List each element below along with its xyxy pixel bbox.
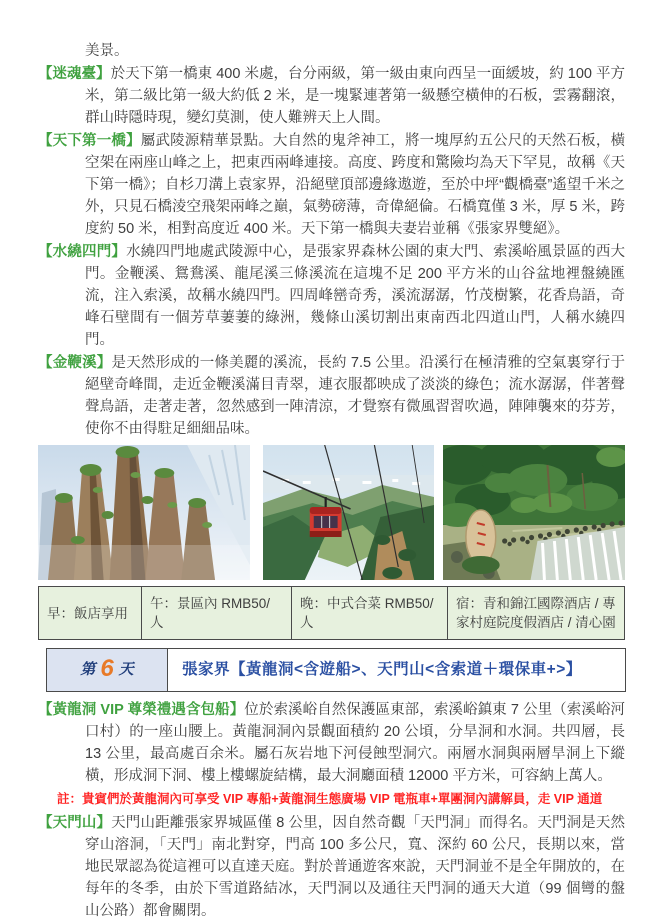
- section-shuirao-simen: [38, 241, 625, 351]
- section-label: 【迷魂臺】: [38, 66, 111, 82]
- section-first-bridge: [38, 130, 625, 240]
- intro-line: 美景。: [85, 43, 129, 59]
- section-text: 屬武陵源精華景點。大自然的鬼斧神工，將一塊厚約五公尺的天然石板，橫空架在兩座山峰之上，把東西兩峰連接。高度、跨度和驚險均為天下罕見，故稱《天下第一橋》；自杉刀溝上袁家界，沿絕壁頂部邊緣遨遊，至於中坪“觀橋臺”遙望千米之外，只見石橋淩空飛架兩峰之巔，氣勢磅薄，奇偉絕倫。石橋寬僅 3 米，厚 5 米，跨度約 50 米，相對高度近 400 米。天下第一橋與夫妻岩並稱《張家界雙絕》。: [85, 133, 626, 237]
- section-label: 【天門山】: [38, 815, 112, 831]
- day-number: 6: [100, 655, 114, 682]
- photo-stream-weir-waterfall: [443, 445, 625, 580]
- day-suffix: 天: [118, 661, 134, 678]
- day-title: 張家界【黃龍洞<含遊船>、天門山<含索道＋環保車+>】: [182, 661, 582, 678]
- meals-table: [38, 586, 625, 640]
- photo-tianmen-cable-car: [263, 445, 434, 580]
- meal-cell-breakfast: 早：飯店享用: [39, 587, 142, 639]
- section-label: 【天下第一橋】: [38, 133, 141, 149]
- section-text: 天門山距離張家界城區僅 8 公里，因自然奇觀「天門洞」而得名。天門洞是天然穿山溶洞，「天門」南北對穿，門高 100 多公尺，寬、深約 60 公尺，長期以來，當地民眾認為從這裡可以直達天庭。對於普通遊客來說，天門洞並不是全年開放的，在每年的冬季，由於下雪道路結冰，天門洞以及通往天門洞的通天大道（99 個彎的盤山公路）都會關閉。: [85, 815, 625, 919]
- section-label: 【水繞四門】: [38, 244, 127, 260]
- section-text: 於天下第一橋東 400 米處，台分兩級，第一級由東向西呈一面緩坡，約 100 平方米，第二級比第一級大約低 2 米，是一塊緊連著第一級懸空橫伸的石板，雲霧翻滾，群山時隱時現，變幻莫測，使人難辨天上人間。: [85, 66, 626, 126]
- section-huanglong-cave: [38, 699, 625, 787]
- photo-zhangjiajie-sandstone-peaks: [38, 445, 250, 580]
- day-number-cell: [47, 649, 168, 691]
- section-label: 【金鞭溪】: [38, 355, 112, 371]
- section-jinbian-stream: [38, 352, 625, 440]
- meal-cell-dinner: 晚：中式合菜 RMB50/人: [292, 587, 448, 639]
- meal-cell-hotel: 宿：青和錦江國際酒店 / 專家村庭院度假酒店 / 清心園: [456, 596, 616, 630]
- section-label: 【黃龍洞 VIP 尊榮禮遇含包船】: [38, 702, 245, 718]
- meal-cell-lunch: 午：景區內 RMB50/人: [142, 587, 292, 639]
- section-text: 是天然形成的一條美麗的溪流，長約 7.5 公里。沿溪行在極清雅的空氣裏穿行于絕壁奇峰間，走近金鞭溪滿目青翠，連衣服都映成了淡淡的綠色；流水潺潺，伴著聲聲鳥語，走著走著，忽然感到一陣清涼，才覺察有微風習習吹過，陣陣襲來的芬芳，使你不由得駐足細細品味。: [85, 355, 625, 437]
- section-mihuntai: [38, 63, 625, 129]
- day-banner: [46, 648, 626, 692]
- section-tianmen-mountain: [38, 812, 625, 921]
- section-text: 位於索溪峪自然保護區東部，索溪峪鎮東 7 公里（索溪峪河口村）的一座山腰上。黃龍洞洞內景觀面積約 20 公頃，分旱洞和水洞。共四層，長 13 公里，最高處百余米。屬石灰岩地下河侵蝕型洞穴。兩層水洞與兩層旱洞上下縱橫，形成洞下洞、樓上樓螺旋結構，最大洞廳面積 12000 平方米，可容納上萬人。: [85, 702, 625, 784]
- photo-row: [38, 445, 625, 580]
- section-text: 水繞四門地處武陵源中心，是張家界森林公園的東大門、索溪峪風景區的西大門。金鞭溪、鴛鴦溪、龍尾溪三條溪流在這塊不足 200 平方米的山谷盆地裡盤繞匯流，注入索溪，故稱水繞四門。四周峰巒奇秀，溪流潺潺，竹茂樹繁，花香鳥語，奇峰石壁間有一個芳草萋萋的綠洲，幾條山溪切割出東南西北四道山門，人稱水繞四門。: [85, 244, 625, 348]
- day-prefix: 第: [80, 661, 96, 678]
- vip-note: 註：貴賓們於黃龍洞內可享受 VIP 專船+黃龍洞生態廣場 VIP 電瓶車+單團洞內講解員，走 VIP 通道: [57, 792, 603, 806]
